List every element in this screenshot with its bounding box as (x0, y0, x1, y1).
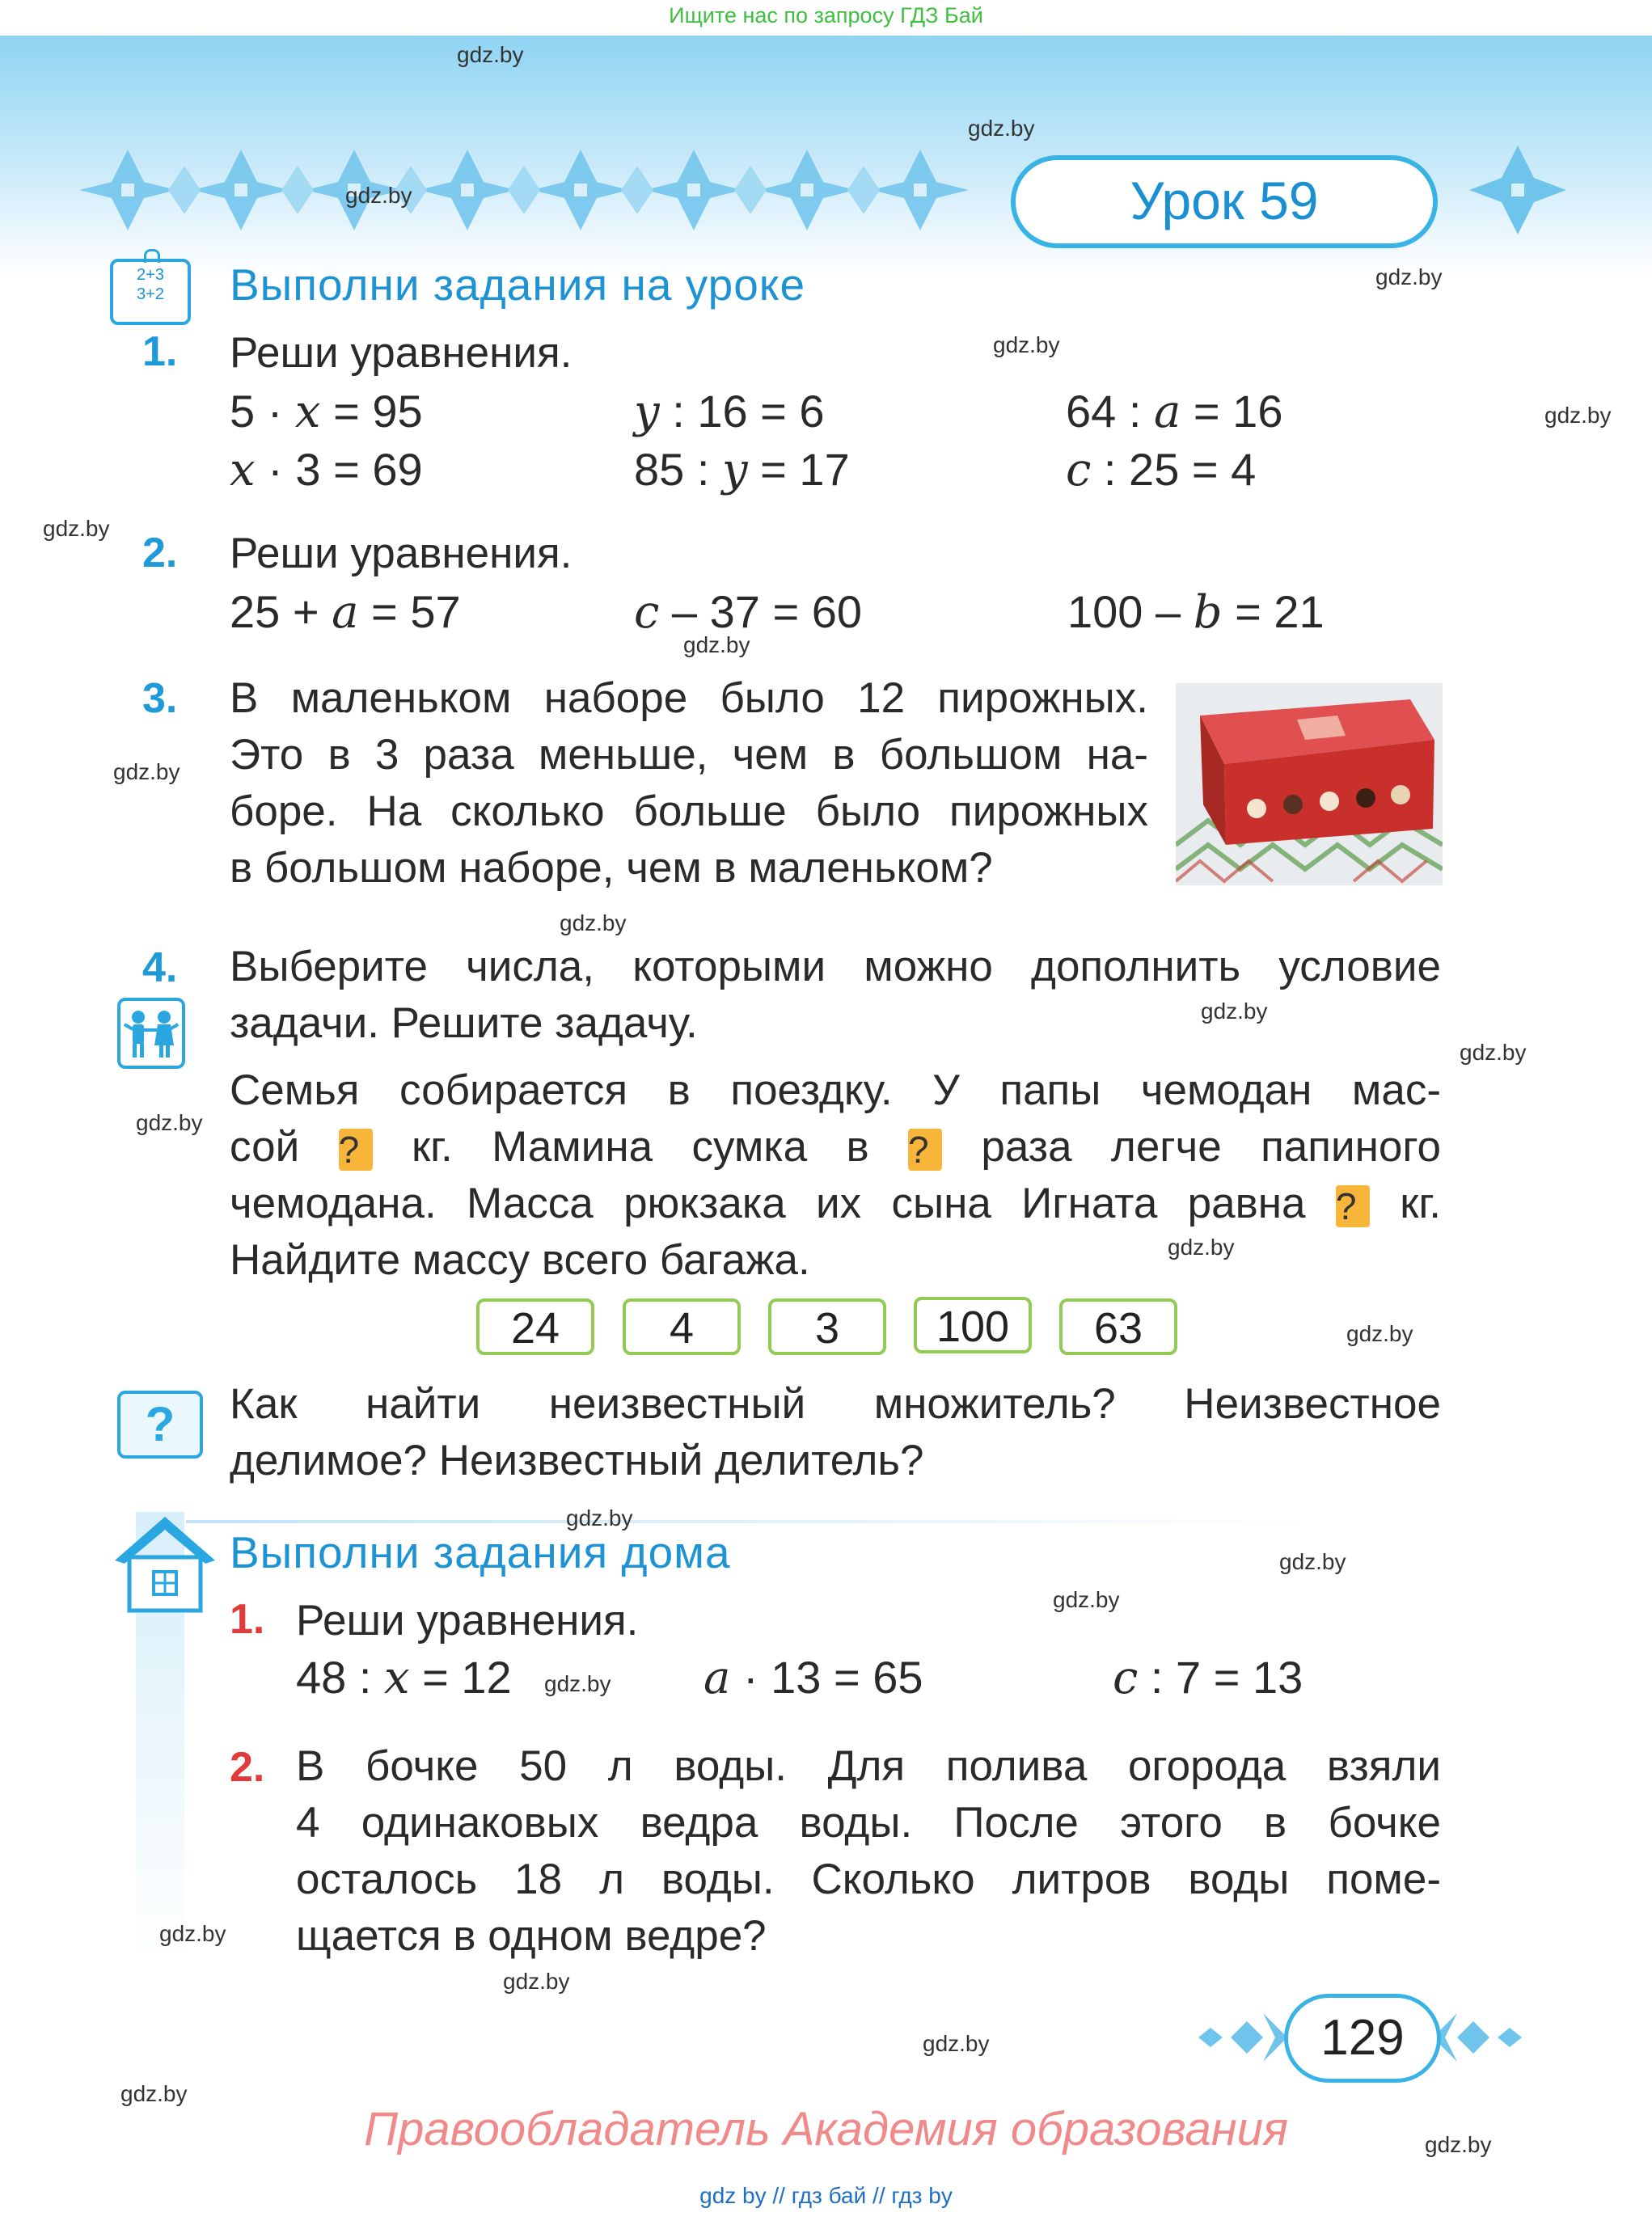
task-4-line-1: Выберите числа, которыми можно дополнить условие (230, 943, 1441, 990)
bottom-note: gdz by // гдз бай // гдз by (699, 2183, 953, 2208)
blackboard-icon (110, 259, 191, 325)
question-line-1: Как найти неизвестный множитель? Неизвестное (230, 1380, 1441, 1428)
watermark: gdz.by (1279, 1549, 1346, 1574)
task-1-eq-2: y : 16 = 6 (634, 386, 825, 438)
choice-63[interactable]: 63 (1059, 1298, 1177, 1355)
question-text (230, 1376, 1441, 1489)
home-2-text (296, 1738, 1441, 1965)
page-number: 129 (1284, 1994, 1441, 2083)
task-3-line-3: боре. На сколько больше было пирожных (230, 787, 1148, 835)
home-section-title: Выполни задания дома (230, 1527, 731, 1577)
missing-value-1: ? (339, 1129, 373, 1171)
watermark: gdz.by (457, 42, 524, 67)
pair-work-icon (117, 998, 185, 1069)
watermark: gdz.by (1544, 403, 1612, 428)
task-3-line-4: в большом наборе, чем в маленьком? (230, 844, 993, 892)
top-search-note: Ищите нас по запросу ГДЗ Бай (669, 3, 983, 27)
task-1-eq-5: 85 : y = 17 (634, 444, 850, 496)
task-4-number: 4. (142, 944, 178, 991)
copyright-note: Правообладатель Академия образования (364, 2103, 1288, 2155)
watermark: gdz.by (1346, 1321, 1413, 1346)
watermark: gdz.by (544, 1671, 611, 1696)
task-2-number: 2. (142, 530, 178, 576)
home-2-line-1: В бочке 50 л воды. Для полива огорода взяли (296, 1742, 1441, 1790)
task-3-line-1: В маленьком наборе было 12 пирожных. (230, 674, 1148, 722)
blackboard-hook-icon (144, 249, 160, 263)
task-3-number: 3. (142, 675, 178, 722)
watermark: gdz.by (1053, 1587, 1120, 1612)
missing-value-3: ? (1336, 1185, 1370, 1227)
home-1-eq-3: c : 7 = 13 (1113, 1652, 1303, 1704)
blackboard-line-2: 3+2 (137, 285, 164, 303)
watermark: gdz.by (1460, 1040, 1527, 1065)
ornament-band-icon (71, 141, 977, 239)
question-icon: ? (117, 1391, 203, 1459)
story-line-2: сой ? кг. Мамина сумка в ? раза легче папиного (230, 1123, 1441, 1171)
watermark: gdz.by (566, 1505, 633, 1530)
watermark: gdz.by (136, 1110, 203, 1135)
watermark: gdz.by (1201, 999, 1268, 1024)
watermark: gdz.by (683, 632, 750, 657)
watermark: gdz.by (560, 910, 627, 935)
story-line-4: Найдите массу всего багажа. (230, 1236, 810, 1284)
blackboard-line-1: 2+3 (137, 266, 164, 284)
home-1-eq-1: 48 : x = 12 (296, 1652, 512, 1704)
choice-3[interactable]: 3 (768, 1298, 886, 1355)
task-1-eq-3: 64 : a = 16 (1066, 386, 1283, 438)
home-2-line-4: щается в одном ведре? (296, 1912, 767, 1960)
watermark: gdz.by (1375, 264, 1443, 289)
watermark: gdz.by (113, 759, 180, 784)
choice-100[interactable]: 100 (914, 1297, 1032, 1353)
choice-4[interactable]: 4 (623, 1298, 741, 1355)
story-line-1: Семья собирается в поездку. У папы чемодан мас- (230, 1066, 1441, 1114)
task-2-eq-2: c – 37 = 60 (634, 586, 863, 639)
task-4-line-2: задачи. Решите задачу. (230, 999, 698, 1047)
missing-value-2: ? (908, 1129, 942, 1171)
home-1-eq-2: a · 13 = 65 (703, 1652, 923, 1704)
watermark: gdz.by (43, 516, 110, 541)
home-2-line-2: 4 одинаковых ведра воды. После этого в бочке (296, 1799, 1441, 1847)
house-icon (110, 1512, 220, 1617)
task-4-story (230, 1062, 1441, 1289)
task-1-eq-6: c : 25 = 4 (1066, 444, 1257, 496)
task-1-text: Реши уравнения. (230, 329, 572, 377)
question-line-2: делимое? Неизвестный делитель? (230, 1437, 924, 1484)
watermark: gdz.by (993, 332, 1060, 357)
task-3-line-2: Это в 3 раза меньше, чем в большом на- (230, 731, 1148, 779)
task-2-text: Реши уравнения. (230, 530, 572, 577)
lesson-title: Урок 59 (1011, 155, 1438, 248)
watermark: gdz.by (159, 1921, 226, 1946)
home-2-line-3: осталось 18 л воды. Сколько литров воды поме- (296, 1856, 1441, 1903)
home-1-number: 1. (230, 1596, 265, 1643)
watermark: gdz.by (345, 183, 412, 208)
task-1-number: 1. (142, 328, 178, 375)
watermark: gdz.by (968, 116, 1035, 141)
task-4-text (230, 939, 1441, 1052)
choice-24[interactable]: 24 (476, 1298, 594, 1355)
class-section-title: Выполни задания на уроке (230, 260, 806, 310)
home-1-text: Реши уравнения. (296, 1597, 639, 1644)
task-1-eq-1: 5 · x = 95 (230, 386, 423, 438)
task-3-text (230, 670, 1148, 897)
task-2-eq-3: 100 – b = 21 (1067, 586, 1325, 639)
ornament-right-icon (1465, 141, 1570, 239)
home-2-number: 2. (230, 1744, 265, 1791)
story-line-3: чемодана. Масса рюкзака их сына Игната равна ? кг. (230, 1180, 1441, 1227)
watermark: gdz.by (120, 2081, 188, 2106)
cake-box-photo (1176, 683, 1443, 885)
watermark: gdz.by (503, 1969, 570, 1994)
watermark: gdz.by (1168, 1235, 1235, 1260)
watermark: gdz.by (923, 2031, 990, 2056)
watermark: gdz.by (1425, 2132, 1492, 2157)
task-2-eq-1: 25 + a = 57 (230, 586, 461, 639)
home-divider (186, 1520, 1318, 1523)
task-1-eq-4: x · 3 = 69 (230, 444, 423, 496)
